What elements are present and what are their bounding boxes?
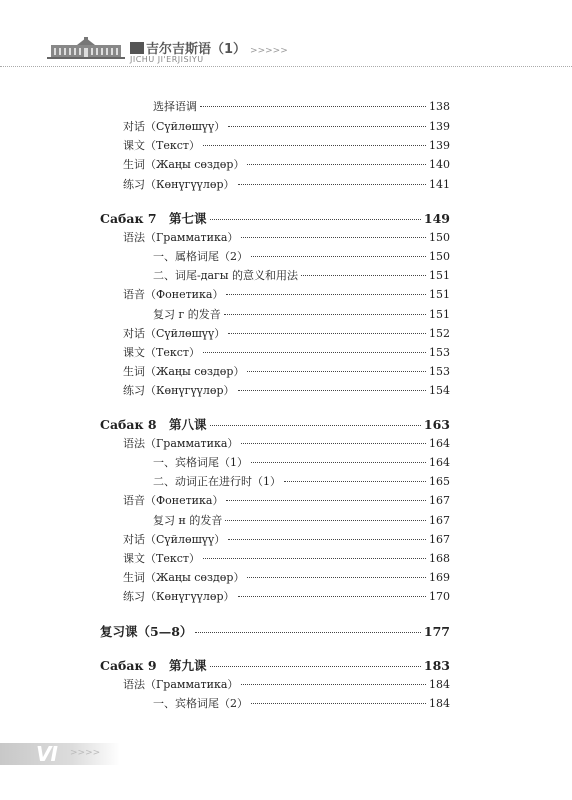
dot-leader bbox=[238, 596, 426, 597]
toc-entry[interactable] bbox=[123, 137, 450, 155]
dot-leader bbox=[251, 703, 426, 704]
toc-entry-label: 练习（Көнүгүүлөр） bbox=[123, 384, 235, 397]
toc-entry[interactable] bbox=[123, 344, 450, 362]
toc-entry-label: 生词（Жаңы сөздөр） bbox=[123, 571, 245, 584]
toc-entry-page: 139 bbox=[429, 139, 450, 152]
toc-entry[interactable] bbox=[123, 156, 450, 174]
toc-entry-label: 对话（Сүйлөшүү） bbox=[123, 533, 226, 546]
toc-entry-label: 练习（Көнүгүүлөр） bbox=[123, 178, 235, 191]
footer-page-number: VI bbox=[36, 742, 57, 766]
toc-entry-page: 184 bbox=[429, 678, 450, 691]
dot-leader bbox=[284, 481, 426, 482]
dot-leader bbox=[247, 164, 426, 165]
toc-entry[interactable] bbox=[123, 325, 450, 343]
toc-entry[interactable] bbox=[123, 229, 450, 247]
toc-entry[interactable] bbox=[153, 512, 450, 530]
toc-entry-label: 课文（Текст） bbox=[123, 139, 200, 152]
toc-chapter-label: Сабак 7 第七课 bbox=[100, 211, 207, 226]
dot-leader bbox=[224, 314, 426, 315]
toc-entry-label: 二、动词正在进行时（1） bbox=[153, 475, 281, 488]
dot-leader bbox=[228, 539, 426, 540]
toc-chapter-label: Сабак 8 第八课 bbox=[100, 417, 207, 432]
toc-entry[interactable] bbox=[123, 588, 450, 606]
toc-entry-label: 一、宾格词尾（2） bbox=[153, 697, 248, 710]
toc-entry-page: 170 bbox=[429, 590, 450, 603]
toc-entry-label: 对话（Сүйлөшүү） bbox=[123, 120, 226, 133]
toc-entry-label: 语音（Фонетика） bbox=[123, 288, 224, 301]
toc-entry[interactable] bbox=[123, 676, 450, 694]
toc-entry[interactable] bbox=[153, 473, 450, 491]
dot-leader bbox=[225, 520, 426, 521]
toc-entry-page: 151 bbox=[429, 308, 450, 321]
toc-entry[interactable] bbox=[123, 435, 450, 453]
toc-entry-page: 153 bbox=[429, 346, 450, 359]
toc-entry-page: 154 bbox=[429, 384, 450, 397]
toc-entry-label: 复习 г 的发音 bbox=[153, 308, 221, 321]
toc-entry-label: 一、属格词尾（2） bbox=[153, 250, 248, 263]
toc-chapter-page: 183 bbox=[423, 658, 450, 673]
dot-leader bbox=[203, 352, 426, 353]
toc-entry-page: 167 bbox=[429, 533, 450, 546]
dot-leader bbox=[210, 666, 421, 667]
toc-entry[interactable] bbox=[153, 306, 450, 324]
toc-entry-page: 141 bbox=[429, 178, 450, 191]
toc-chapter-page: 149 bbox=[423, 211, 450, 226]
toc-entry-page: 164 bbox=[429, 437, 450, 450]
dot-leader bbox=[251, 462, 426, 463]
toc-entry[interactable] bbox=[123, 550, 450, 568]
dot-leader bbox=[210, 219, 421, 220]
toc-entry[interactable] bbox=[153, 248, 450, 266]
toc-entry[interactable] bbox=[153, 98, 450, 116]
header-title-text: 吉尔吉斯语（1） bbox=[146, 42, 247, 57]
toc-entry-page: 151 bbox=[429, 269, 450, 282]
toc-entry[interactable] bbox=[123, 176, 450, 194]
toc-entry-page: 150 bbox=[429, 231, 450, 244]
dot-leader bbox=[301, 275, 426, 276]
dot-leader bbox=[241, 237, 426, 238]
running-header-subtitle: JICHU JI'ERJISIYU bbox=[130, 55, 204, 64]
toc-entry-label: 语音（Фонетика） bbox=[123, 494, 224, 507]
toc-entry-label: 复习 н 的发音 bbox=[153, 514, 223, 527]
toc-entry[interactable] bbox=[123, 286, 450, 304]
toc-entry-page: 168 bbox=[429, 552, 450, 565]
dot-leader bbox=[200, 106, 426, 107]
toc-entry-page: 139 bbox=[429, 120, 450, 133]
toc-entry[interactable] bbox=[123, 492, 450, 510]
dot-leader bbox=[203, 145, 426, 146]
toc-chapter[interactable] bbox=[100, 656, 450, 676]
toc-entry-page: 140 bbox=[429, 158, 450, 171]
dot-leader bbox=[241, 443, 426, 444]
toc-chapter-page: 163 bbox=[423, 417, 450, 432]
toc-entry-label: 选择语调 bbox=[153, 100, 197, 113]
toc-entry-page: 164 bbox=[429, 456, 450, 469]
dot-leader bbox=[238, 390, 426, 391]
dot-leader bbox=[226, 500, 426, 501]
dot-leader bbox=[228, 333, 426, 334]
toc-entry-label: 二、词尾-дагы 的意义和用法 bbox=[153, 269, 299, 282]
dot-leader bbox=[241, 684, 426, 685]
toc-entry-label: 课文（Текст） bbox=[123, 552, 200, 565]
toc-chapter-label: Сабак 9 第九课 bbox=[100, 658, 207, 673]
toc-entry-page: 184 bbox=[429, 697, 450, 710]
dot-leader bbox=[210, 425, 421, 426]
footer-arrows: >>>> bbox=[70, 748, 101, 758]
dot-leader bbox=[203, 558, 426, 559]
toc-entry-label: 语法（Грамматика） bbox=[123, 437, 239, 450]
toc-entry-label: 生词（Жаңы сөздөр） bbox=[123, 158, 245, 171]
toc-entry-page: 151 bbox=[429, 288, 450, 301]
toc-entry[interactable] bbox=[123, 363, 450, 381]
toc-entry[interactable] bbox=[123, 531, 450, 549]
toc-entry-page: 138 bbox=[429, 100, 450, 113]
toc-entry-label: 一、宾格词尾（1） bbox=[153, 456, 248, 469]
toc-entry-page: 169 bbox=[429, 571, 450, 584]
toc-chapter-label: 复习课（5—8） bbox=[100, 624, 193, 639]
dot-leader bbox=[247, 371, 426, 372]
toc-entry-label: 课文（Текст） bbox=[123, 346, 200, 359]
header-arrows: >>>>> bbox=[250, 46, 288, 56]
toc-entry-page: 167 bbox=[429, 514, 450, 527]
toc-entry-page: 152 bbox=[429, 327, 450, 340]
toc-entry-label: 对话（Сүйлөшүү） bbox=[123, 327, 226, 340]
toc-entry-label: 语法（Грамматика） bbox=[123, 678, 239, 691]
toc-entry-page: 167 bbox=[429, 494, 450, 507]
toc-entry-page: 150 bbox=[429, 250, 450, 263]
dot-leader bbox=[226, 294, 426, 295]
toc-entry[interactable] bbox=[123, 569, 450, 587]
toc-entry[interactable] bbox=[153, 695, 450, 713]
toc-entry-page: 153 bbox=[429, 365, 450, 378]
dot-leader bbox=[251, 256, 426, 257]
toc-entry-label: 语法（Грамматика） bbox=[123, 231, 239, 244]
dot-leader bbox=[247, 577, 426, 578]
footer-page-band bbox=[0, 743, 120, 765]
toc-entry-label: 练习（Көнүгүүлөр） bbox=[123, 590, 235, 603]
toc-entry[interactable] bbox=[123, 382, 450, 400]
dot-leader bbox=[238, 184, 426, 185]
toc-entry-page: 165 bbox=[429, 475, 450, 488]
dot-leader bbox=[195, 632, 421, 633]
toc-chapter[interactable] bbox=[100, 209, 450, 229]
toc-chapter[interactable] bbox=[100, 415, 450, 435]
toc-chapter[interactable] bbox=[100, 622, 450, 642]
toc-entry-label: 生词（Жаңы сөздөр） bbox=[123, 365, 245, 378]
toc-entry[interactable] bbox=[123, 118, 450, 136]
toc-entry[interactable] bbox=[153, 267, 450, 285]
toc-chapter-page: 177 bbox=[423, 624, 450, 639]
toc-entry[interactable] bbox=[153, 454, 450, 472]
dot-leader bbox=[228, 126, 426, 127]
